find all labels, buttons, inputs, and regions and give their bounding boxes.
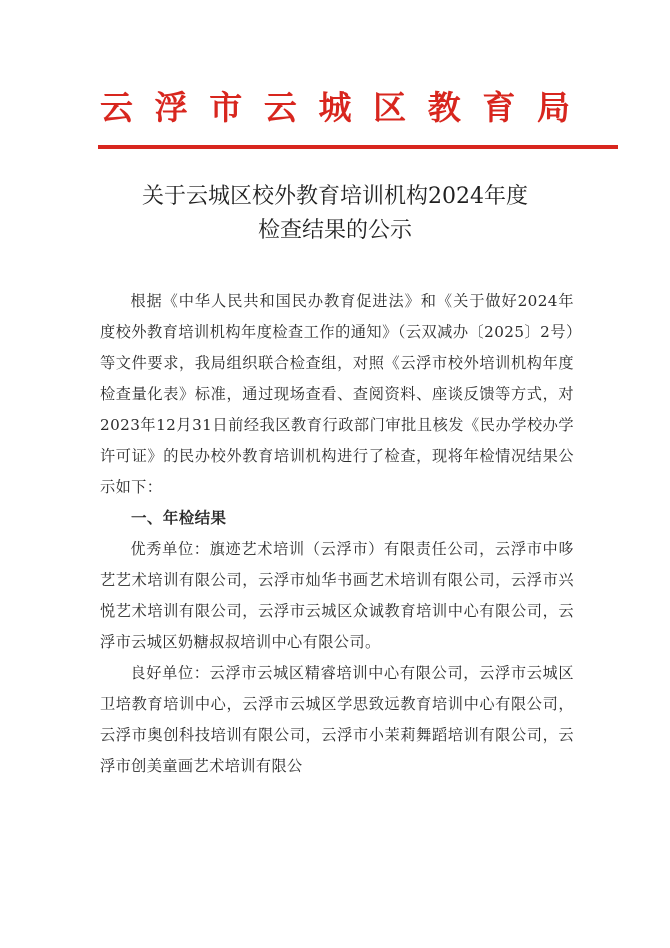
letterhead-char: 教 (427, 88, 461, 127)
document-title-line-1: 关于云城区校外教育培训机构2024年度 (142, 184, 528, 209)
letterhead-char: 云 (263, 88, 297, 127)
letterhead (100, 88, 570, 128)
letterhead-char: 市 (209, 88, 243, 127)
red-divider-line (98, 145, 618, 149)
section-heading-results: 一、年检结果 (131, 509, 227, 527)
letterhead-char: 区 (373, 88, 407, 127)
excellent-units-paragraph: 优秀单位：旗迹艺术培训（云浮市）有限责任公司，云浮市中哆艺艺术培训有限公司，云浮市灿华书画艺术培训有限公司，云浮市兴悦艺术培训有限公司，云浮市云城区众诚教育培训中心有限公司，云浮市云城区奶糖叔叔培训中心有限公司。 (100, 540, 574, 651)
letterhead-char: 局 (537, 88, 570, 127)
letterhead-char: 育 (482, 88, 516, 127)
letterhead-char: 城 (318, 88, 352, 127)
good-units-paragraph: 良好单位：云浮市云城区精睿培训中心有限公司，云浮市云城区卫培教育培训中心，云浮市云城区学思致远教育培训中心有限公司，云浮市奥创科技培训有限公司，云浮市小茉莉舞蹈培训有限公司，云浮市创美童画艺术培训有限公 (100, 664, 574, 775)
intro-paragraph: 根据《中华人民共和国民办教育促进法》和《关于做好2024年度校外教育培训机构年度检查工作的通知》（云双减办〔2025〕2号）等文件要求，我局组织联合检查组，对照《云浮市校外培训机构年度检查量化表》标准，通过现场查看、查阅资料、座谈反馈等方式，对2023年12月31日前经我区教育行政部门审批且核发《民办学校办学许可证》的民办校外教育培训机构进行了检查，现将年检情况结果公示如下： (100, 292, 574, 496)
document-body (100, 286, 574, 782)
document-title-line-2: 检查结果的公示 (257, 218, 412, 243)
letterhead-char: 浮 (154, 88, 188, 127)
letterhead-char: 云 (100, 88, 133, 127)
